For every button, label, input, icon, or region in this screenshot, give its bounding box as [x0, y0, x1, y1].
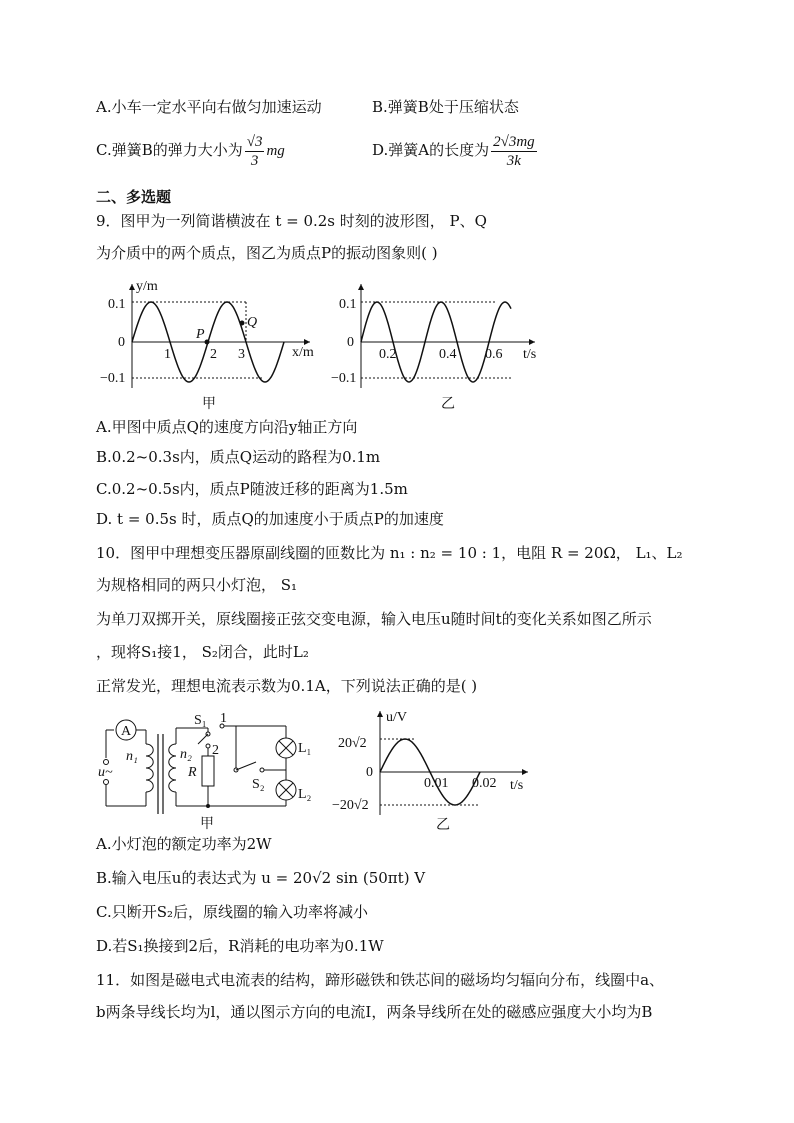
x-tick-1: 1	[164, 347, 171, 362]
q8-option-d-text: D.弹簧A的长度为	[372, 141, 490, 159]
q8-option-d	[372, 132, 539, 170]
point-q-label: Q	[247, 315, 258, 330]
origin-label: 0	[118, 335, 125, 350]
resistor	[202, 756, 214, 786]
junction-dot	[206, 804, 210, 808]
q10-stem-line2: 为规格相同的两只小灯泡， S₁	[96, 576, 298, 594]
point-q	[240, 321, 245, 326]
u-tick-bottom: −20√2	[332, 798, 369, 813]
u-axis-label: u/V	[386, 710, 407, 725]
r-label: R	[188, 765, 197, 780]
q10-circuit-diagram	[96, 710, 328, 832]
t-tick-0.4: 0.4	[439, 347, 457, 362]
q10-option-a: A.小灯泡的额定功率为2W	[96, 835, 272, 853]
graph-caption: 乙	[436, 818, 450, 833]
x-axis-label: x/m	[292, 345, 314, 360]
q8-option-c	[96, 132, 285, 170]
ammeter-label: A	[121, 724, 132, 739]
q9-option-c: C.0.2~0.5s内，质点P随波迁移的距离为1.5m	[96, 480, 408, 498]
s1-pos1-label: 1	[220, 711, 227, 726]
l2-label: L₂	[298, 787, 312, 802]
point-p-label: P	[196, 327, 205, 342]
q10-option-c: C.只断开S₂后，原线圈的输入功率将减小	[96, 903, 369, 921]
origin-label: 0	[366, 765, 373, 780]
n1-label: n₁	[126, 749, 138, 764]
t-tick-0.2: 0.2	[379, 347, 397, 362]
q9-vibration-graph	[331, 278, 550, 413]
q10-option-b: B.输入电压u的表达式为 u = 20√2 sin (50πt) V	[96, 869, 426, 887]
s1-blade	[198, 734, 208, 744]
secondary-coil	[169, 744, 176, 792]
t-axis-label: t/s	[510, 778, 524, 793]
q10-stem-line3: 为单刀双掷开关，原线圈接正弦交变电源，输入电压u随时间t的变化关系如图乙所示	[96, 610, 652, 628]
t-tick-0.01: 0.01	[424, 776, 449, 791]
x-tick-2: 2	[210, 347, 217, 362]
y-tick-top: 0.1	[108, 297, 126, 312]
section-title: 二、多选题	[96, 188, 172, 206]
terminal-top	[104, 760, 109, 765]
q11-stem-line1: 11．如图是磁电式电流表的结构，蹄形磁铁和铁芯间的磁场均匀辐向分布，线圈中a、	[96, 971, 665, 989]
q8-option-c-text: C.弹簧B的弹力大小为	[96, 141, 243, 159]
circuit-caption: 甲	[200, 817, 214, 832]
q9-wave-graph	[96, 278, 336, 413]
point-p	[205, 340, 210, 345]
q9-option-d: D. t = 0.5s 时，质点Q的加速度小于质点P的加速度	[96, 510, 444, 528]
s1-contact-2	[206, 744, 210, 748]
q10-stem-line4: ，现将S₁接1， S₂闭合，此时L₂	[96, 643, 309, 661]
s2-contact	[260, 768, 264, 772]
t-tick-0.6: 0.6	[485, 347, 503, 362]
q9-option-b: B.0.2~0.3s内，质点Q运动的路程为0.1m	[96, 448, 381, 466]
s1-pos2-label: 2	[212, 743, 219, 758]
s2-label: S₂	[252, 777, 265, 792]
q8-option-c-tail: mg	[266, 143, 285, 159]
source-label: u~	[98, 765, 113, 780]
s2-blade	[236, 762, 256, 770]
figure-b-caption: 乙	[441, 397, 455, 412]
q8-option-b: B.弹簧B处于压缩状态	[372, 98, 519, 116]
u-tick-top: 20√2	[338, 736, 367, 751]
q8-option-a: A.小车一定水平向右做匀加速运动	[96, 98, 322, 116]
origin-label: 0	[347, 335, 354, 350]
q8-option-d-fraction: $\frac{2√3mg}{3k}$	[493, 133, 535, 169]
primary-coil	[146, 744, 153, 792]
q10-voltage-graph	[330, 705, 550, 835]
terminal-bottom	[104, 780, 109, 785]
q10-option-d: D.若S₁换接到2后，R消耗的电功率为0.1W	[96, 937, 384, 955]
y-tick-bottom: −0.1	[331, 371, 357, 386]
q10-stem-line5: 正常发光，理想电流表示数为0.1A，下列说法正确的是( )	[96, 677, 478, 695]
q10-stem-line1: 10．图甲中理想变压器原副线圈的匝数比为 n₁ : n₂ = 10 : 1，电阻 R = 20Ω， L₁、L₂	[96, 544, 683, 562]
t-axis-label: t/s	[523, 347, 537, 362]
x-tick-3: 3	[238, 347, 245, 362]
q9-stem-line1: 9．图甲为一列简谐横波在 t = 0.2s 时刻的波形图， P、Q	[96, 212, 487, 230]
t-tick-0.02: 0.02	[472, 776, 497, 791]
y-axis-label: y/m	[136, 279, 158, 294]
l1-label: L₁	[298, 741, 312, 756]
n2-label: n₂	[180, 747, 192, 762]
y-tick-top: 0.1	[339, 297, 357, 312]
q11-stem-line2: b两条导线长均为l，通以图示方向的电流I，两条导线所在处的磁感应强度大小均为B	[96, 1003, 653, 1021]
q9-stem-line2: 为介质中的两个质点，图乙为质点P的振动图象则( )	[96, 244, 438, 262]
q9-option-a: A.甲图中质点Q的速度方向沿y轴正方向	[96, 418, 358, 436]
figure-a-caption: 甲	[202, 397, 216, 412]
y-tick-bottom: −0.1	[100, 371, 126, 386]
s1-label: S₁	[194, 713, 207, 728]
q8-option-c-fraction: $\frac{√3}{3}$	[246, 133, 263, 169]
